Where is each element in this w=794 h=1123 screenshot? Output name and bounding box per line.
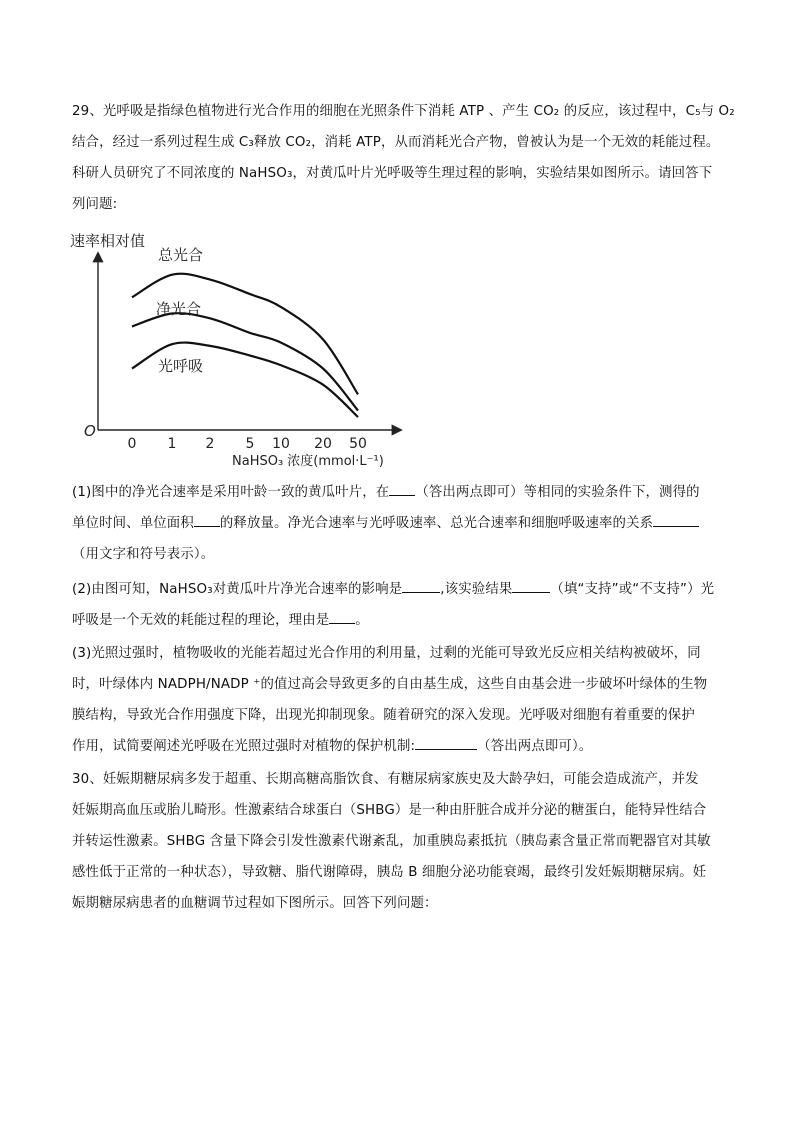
q30-line-1: 30、妊娠期糖尿病多发于超重、长期高糖高脂饮食、有糖尿病家族史及大龄孕妇，可能会造成流产，并发 — [72, 772, 699, 787]
q2-line-2b: 。 — [355, 613, 369, 628]
x-tick-label: 1 — [167, 436, 177, 452]
q30-line-4: 感性低于正常的一种状态），导致糖、脂代谢障碍，胰岛 B 细胞分泌功能衰竭，最终引发妊娠期糖尿病。妊 — [72, 865, 707, 880]
question-29-intro — [72, 96, 735, 220]
answer-blank[interactable] — [415, 734, 477, 750]
answer-blank[interactable] — [329, 608, 355, 624]
x-tick-label: 20 — [314, 436, 332, 452]
sub-question-1 — [72, 477, 724, 570]
q30-line-2: 妊娠期高血压或胎儿畸形。性激素结合球蛋白（SHBG）是一种由肝脏合成并分泌的糖蛋白，能特异性结合 — [72, 803, 707, 818]
series-curve — [132, 343, 358, 417]
x-tick-label: 2 — [205, 436, 215, 452]
intro-line-2: 结合，经过一系列过程生成 C₃释放 CO₂，消耗 ATP，从而消耗光合产物，曾被认为是一个无效的耗能过程。 — [72, 135, 720, 150]
q3-line-4a: 作用，试简要阐述光呼吸在光照过强时对植物的保护机制: — [72, 739, 416, 754]
q1-line-1b: （答出两点即可）等相同的实验条件下，测得的 — [415, 485, 700, 500]
q3-line-1: (3)光照过强时，植物吸收的光能若超过光合作用的利用量，过剩的光能可导致光反应相关结构被破坏，同 — [72, 646, 701, 661]
series-label: 总光合 — [158, 246, 204, 264]
intro-line-1: 光呼吸是指绿色植物进行光合作用的细胞在光照条件下消耗 ATP 、产生 CO₂ 的反应，该过程中，C₅与 O₂ — [102, 104, 735, 119]
x-tick-label: 50 — [349, 436, 367, 452]
answer-blank[interactable] — [194, 511, 220, 527]
series-label: 光呼吸 — [158, 357, 204, 375]
q30-line-5: 娠期糖尿病患者的血糖调节过程如下图所示。回答下列问题： — [72, 896, 438, 911]
q1-line-1a: (1)图中的净光合速率是采用叶龄一致的黄瓜叶片，在 — [72, 485, 390, 500]
answer-blank[interactable] — [389, 480, 415, 496]
x-tick-labels — [128, 436, 367, 452]
question-number: 29、 — [72, 104, 103, 119]
q2-line-2a: 呼吸是一个无效的耗能过程的理论，理由是 — [72, 613, 330, 628]
q3-line-4b: （答出两点即可）。 — [477, 739, 593, 754]
q2-line-1c: （填“支持”或“不支持”）光 — [550, 582, 715, 597]
q1-line-3: （用文字和符号表示）。 — [72, 547, 215, 562]
q2-line-1a: (2)由图可知，NaHSO₃对黄瓜叶片净光合速率的影响是 — [72, 582, 403, 597]
intro-line-4: 列问题: — [72, 197, 118, 212]
answer-blank[interactable] — [653, 511, 699, 527]
q30-line-3: 并转运性激素。SHBG 含量下降会引发性激素代谢紊乱，加重胰岛素抵抗（胰岛素含量正常而靶器官对其敏 — [72, 834, 711, 849]
y-axis-label: 速率相对值 — [70, 232, 146, 250]
q1-line-2b: 的释放量。净光合速率与光呼吸速率、总光合速率和细胞呼吸速率的关系 — [219, 516, 654, 531]
x-tick-label: 0 — [127, 436, 137, 452]
q1-line-2a: 单位时间、单位面积 — [72, 516, 194, 531]
series-curve — [132, 274, 358, 395]
sub-question-2 — [72, 574, 724, 636]
x-tick-label: 10 — [272, 436, 290, 452]
rate-vs-nahso3-chart — [70, 222, 415, 472]
q3-line-2: 时，叶绿体内 NADPH/NADP ⁺的值过高会导致更多的自由基生成，这些自由基会进一步破坏叶绿体的生物 — [72, 677, 708, 692]
question-30 — [72, 764, 724, 919]
x-tick-label: 5 — [245, 436, 255, 452]
sub-question-3 — [72, 638, 724, 762]
series-label: 净光合 — [156, 300, 202, 318]
intro-line-3: 科研人员研究了不同浓度的 NaHSO₃，对黄瓜叶片光呼吸等生理过程的影响，实验结果如图所示。请回答下 — [72, 166, 713, 181]
x-axis-label: NaHSO₃ 浓度(mmol·L⁻¹) — [232, 454, 384, 469]
series-curves — [132, 274, 358, 417]
series-labels — [156, 246, 203, 375]
answer-blank[interactable] — [512, 577, 550, 593]
answer-blank[interactable] — [402, 577, 440, 593]
q2-line-1b: ,该实验结果 — [440, 582, 513, 597]
origin-label: O — [84, 422, 96, 440]
q3-line-3: 膜结构，导致光合作用强度下降，出现光抑制现象。随着研究的深入发现。光呼吸对细胞有着重要的保护 — [72, 708, 695, 723]
